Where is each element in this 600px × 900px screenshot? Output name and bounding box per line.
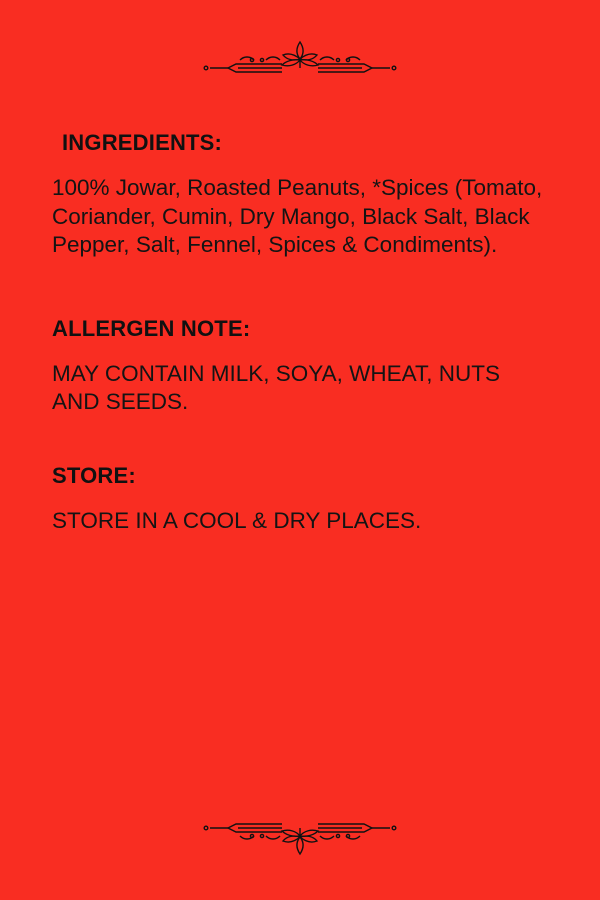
label-content: [0, 130, 600, 539]
allergen-section: [52, 316, 548, 417]
floral-divider-ornament-bottom: [170, 820, 430, 862]
store-text: STORE IN A COOL & DRY PLACES.: [52, 507, 422, 533]
section-spacer: [52, 264, 548, 316]
store-section: [52, 463, 548, 536]
ingredients-heading: INGREDIENTS:: [62, 130, 223, 155]
store-heading: STORE:: [52, 462, 136, 488]
allergen-heading: ALLERGEN NOTE:: [52, 315, 251, 341]
allergen-text: MAY CONTAIN MILK, SOYA, WHEAT, NUTS AND SEEDS.: [52, 360, 500, 415]
ingredients-text: 100% Jowar, Roasted Peanuts, *Spices (Tomato, Coriander, Cumin, Dry Mango, Black Salt, Black Pepper, Salt, Fennel, Spices & Condiments).: [52, 175, 543, 258]
ingredients-section: [52, 130, 548, 260]
floral-divider-ornament-top: [170, 34, 430, 76]
section-spacer: [52, 421, 548, 463]
